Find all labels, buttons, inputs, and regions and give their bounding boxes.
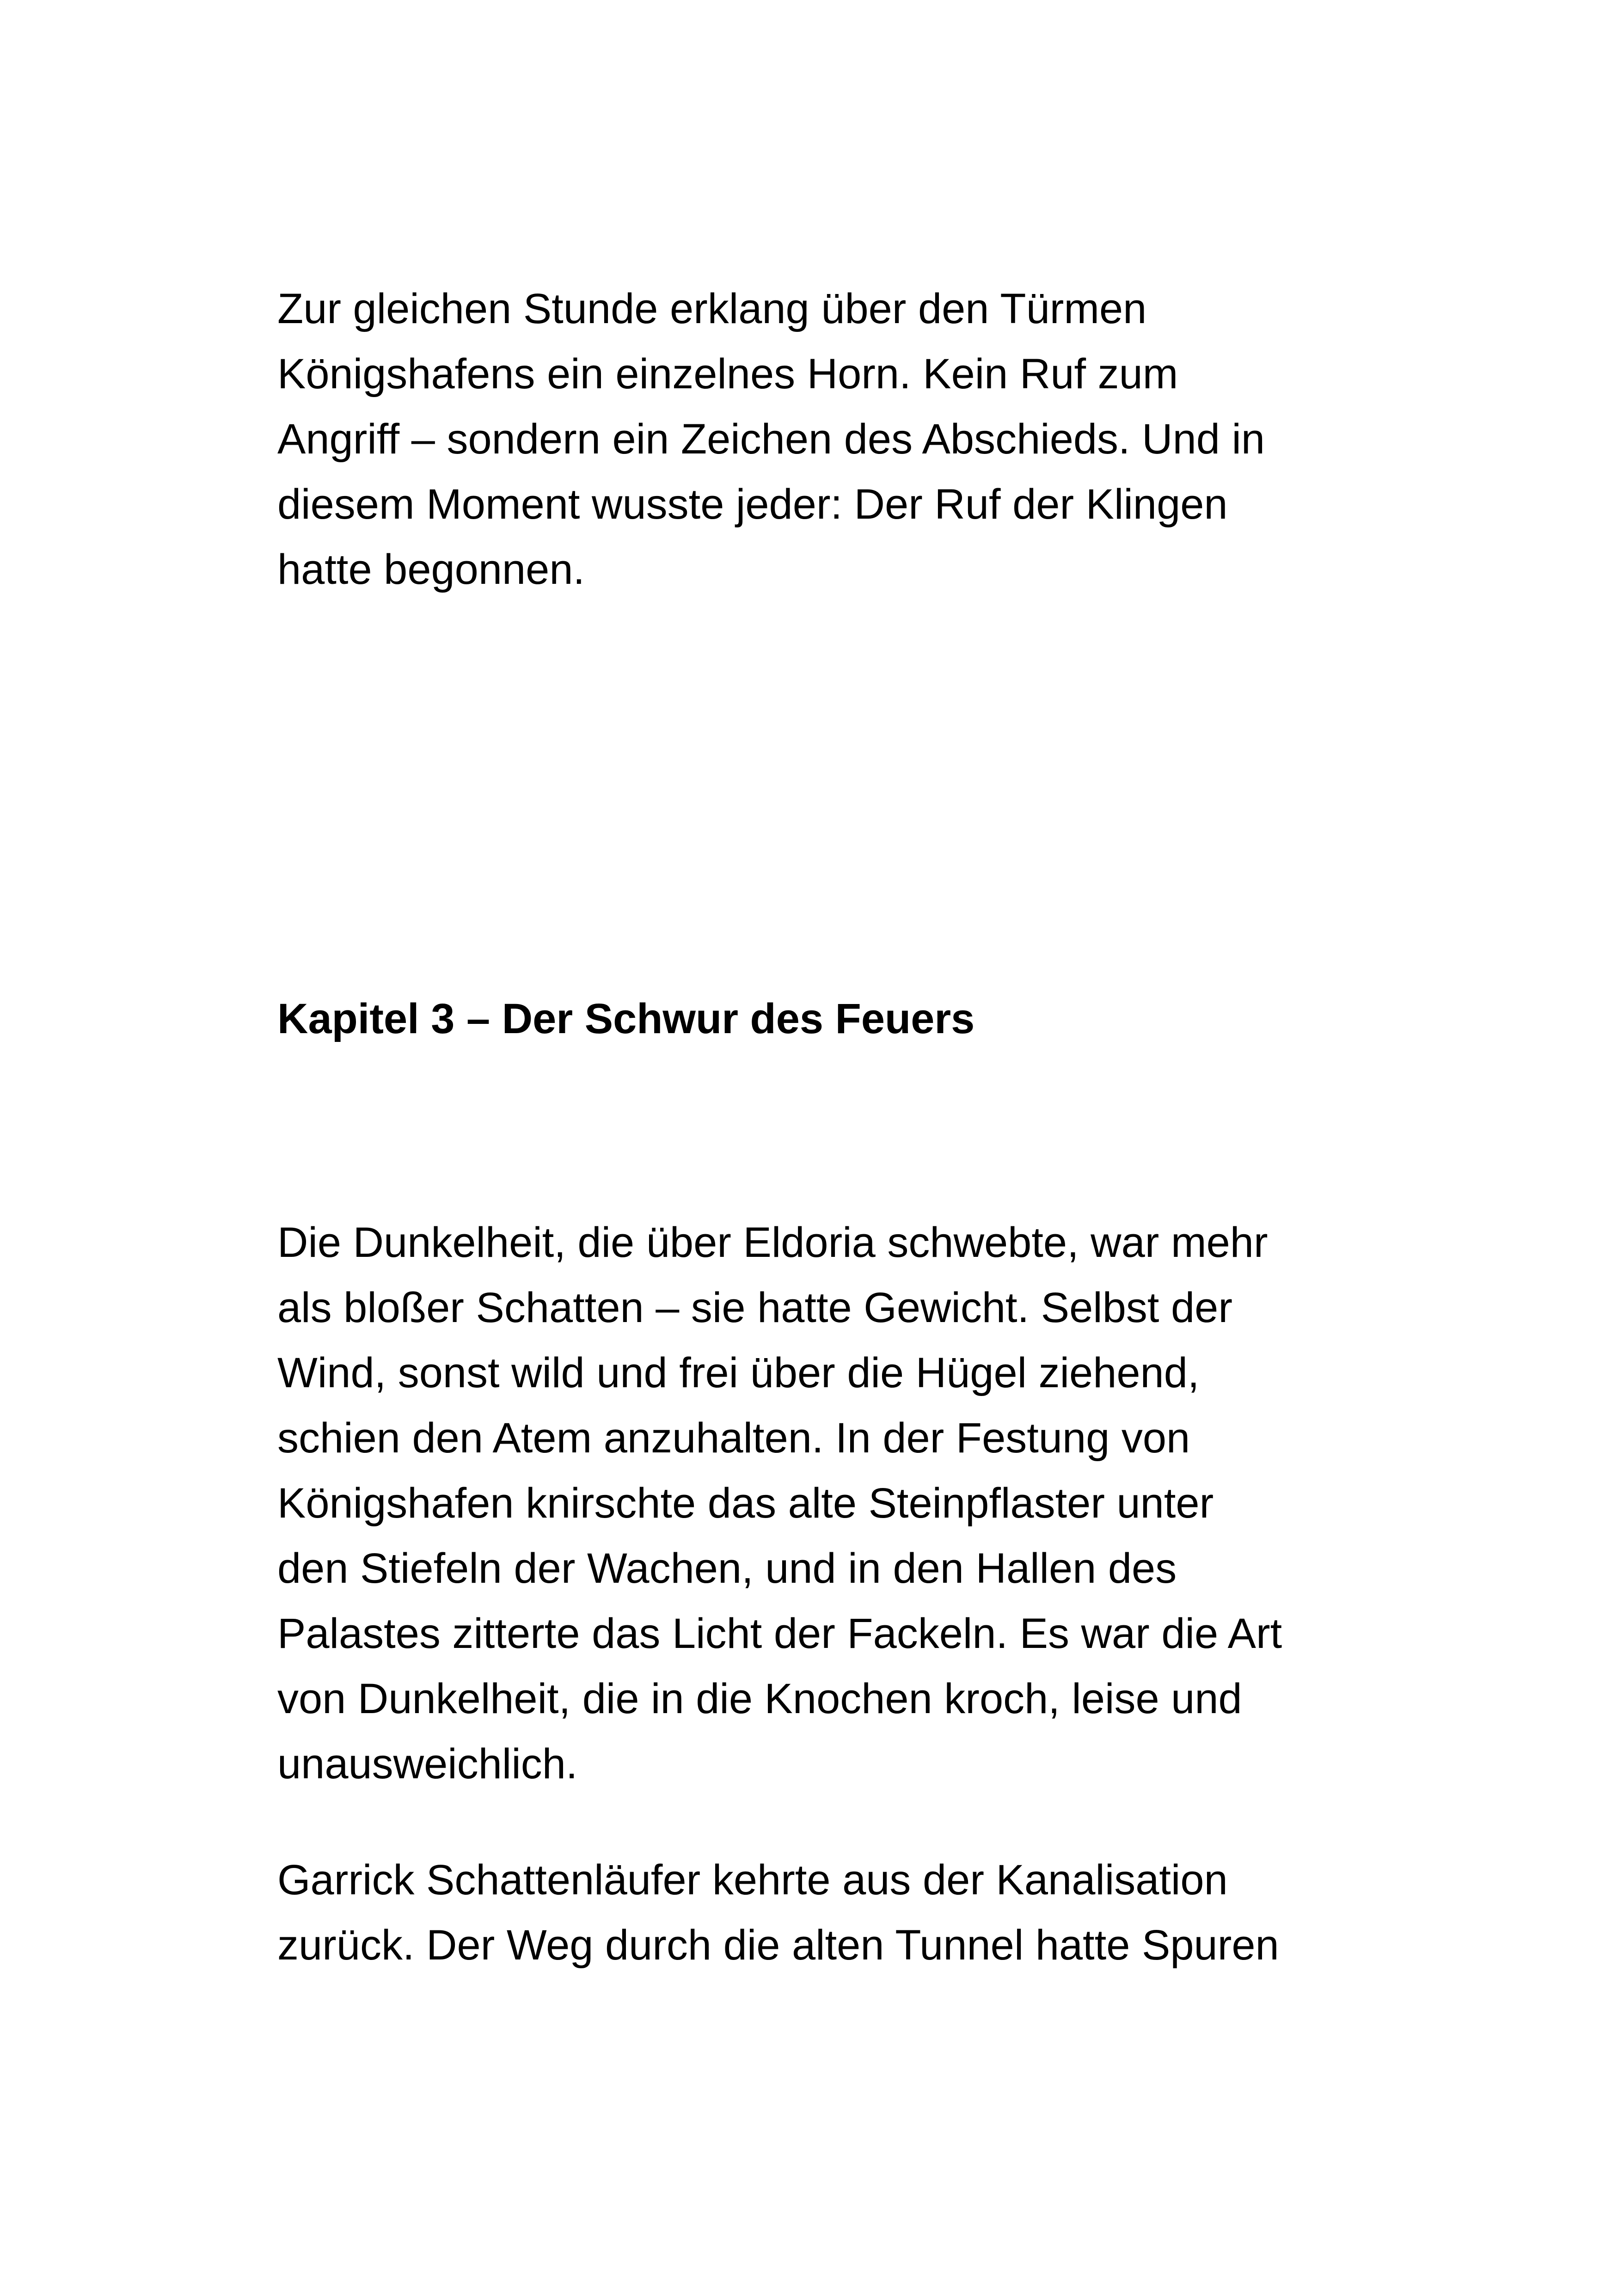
- paragraph-line: von Dunkelheit, die in die Knochen kroch, leise und: [277, 1675, 1242, 1722]
- paragraph-horn-signal: [277, 276, 1359, 602]
- paragraph-garrick-return: [277, 1848, 1359, 1978]
- paragraph-line: Königshafen knirschte das alte Steinpflaster unter: [277, 1480, 1214, 1527]
- paragraph-line: schien den Atem anzuhalten. In der Festung von: [277, 1414, 1190, 1462]
- paragraph-line: Palastes zitterte das Licht der Fackeln. Es war die Art: [277, 1610, 1282, 1657]
- chapter-heading: Kapitel 3 – Der Schwur des Feuers: [277, 995, 975, 1042]
- paragraph-line: diesem Moment wusste jeder: Der Ruf der Klingen: [277, 481, 1228, 528]
- paragraph-line: hatte begonnen.: [277, 546, 585, 593]
- paragraph-line: Königshafens ein einzelnes Horn. Kein Ruf zum: [277, 350, 1178, 398]
- paragraph-line: zurück. Der Weg durch die alten Tunnel hatte Spuren: [277, 1922, 1279, 1969]
- paragraph-line: den Stiefeln der Wachen, und in den Hallen des: [277, 1545, 1177, 1592]
- paragraph-darkness: [277, 1210, 1359, 1797]
- paragraph-line: Die Dunkelheit, die über Eldoria schwebte, war mehr: [277, 1219, 1268, 1266]
- paragraph-line: Angriff – sondern ein Zeichen des Abschieds. Und in: [277, 416, 1265, 463]
- paragraph-line: Garrick Schattenläufer kehrte aus der Kanalisation: [277, 1856, 1228, 1904]
- paragraph-line: unausweichlich.: [277, 1740, 578, 1788]
- paragraph-line: als bloßer Schatten – sie hatte Gewicht. Selbst der: [277, 1284, 1232, 1331]
- paragraph-line: Wind, sonst wild und frei über die Hügel ziehend,: [277, 1349, 1200, 1396]
- paragraph-line: Zur gleichen Stunde erklang über den Türmen: [277, 285, 1147, 332]
